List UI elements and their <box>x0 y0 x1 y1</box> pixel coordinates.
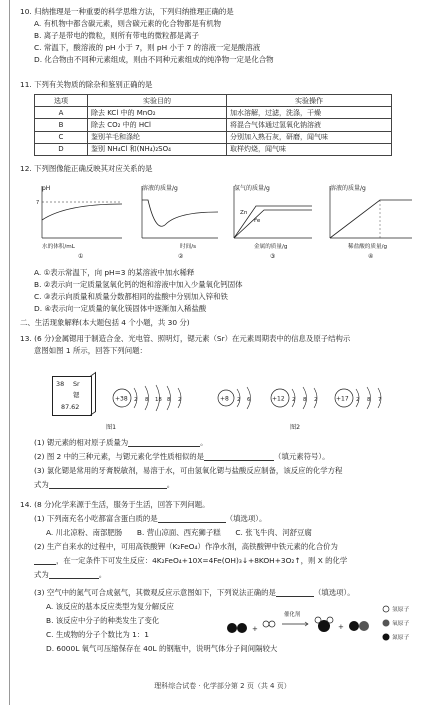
q13-stem-cont: 意图如图 1 所示，回答下列问题： <box>34 346 147 355</box>
q14-sub2-text: ，在一定条件下可发生反应：4K₂FeO₄+10X=4Fe(OH)₃↓+8KOH+3O₂↑，则 X 的化学 <box>56 556 348 565</box>
q13-sub2 <box>34 452 329 461</box>
answer-blank[interactable] <box>204 460 274 461</box>
reaction-condition: 催化剂 <box>284 612 301 618</box>
q12-graph-3 <box>226 180 318 260</box>
plus-sign: + <box>252 625 258 633</box>
table-cell: D <box>35 143 88 155</box>
q13-sub3-cont <box>34 480 174 489</box>
graph-curve <box>330 200 412 238</box>
graph-xlabel: 时间/s <box>180 244 196 250</box>
q12-graph-2 <box>134 180 224 260</box>
graph-number: ④ <box>368 253 374 260</box>
table-cell: 鉴别 NH₄Cl 和(NH₄)₂SO₄ <box>88 143 227 155</box>
atomic-number: 38 <box>56 380 65 388</box>
q13-sub1-text: (1) 锶元素的相对原子质量为 <box>34 438 129 447</box>
figure-2-caption: 图2 <box>290 424 301 431</box>
q11-stem: 11. 下列有关物质的除杂和鉴别正确的是 <box>20 80 153 89</box>
answer-blank[interactable] <box>276 596 314 597</box>
graph-ylabel: 溶液的质量/g <box>142 185 178 192</box>
q10-option-d: D. 化合物由不同种元素组成，则由不同种元素组成的纯净物一定是化合物 <box>34 55 274 64</box>
answer-blank[interactable] <box>34 564 56 565</box>
nucleus-charge: +8 <box>220 395 229 403</box>
shell-count: 2 <box>314 397 318 403</box>
graph-number: ① <box>78 253 84 260</box>
graph-mark: 7 <box>36 200 40 206</box>
atomic-mass: 87.62 <box>61 403 80 411</box>
q14-sub3-text: (3) 空气中的氮气可合成氨气，其微观反应示意图如下，下列说法正确的是 <box>34 588 276 597</box>
q14-sub3-option-c: C. 生成物的分子个数比为 1：1 <box>46 630 149 639</box>
q14-sub3-option-a: A. 该反应的基本反应类型为复分解反应 <box>46 602 174 611</box>
table-cell: 鉴别羊毛和涤纶 <box>88 131 227 143</box>
q10-option-c: C. 常温下，酸溶液的 pH 小于 7，则 pH 小于 7 的溶液一定是酸溶液 <box>34 43 261 52</box>
shell-count: 2 <box>134 397 138 403</box>
periodic-table-cell <box>52 376 92 416</box>
table-row <box>35 143 392 155</box>
q14-sub1-text: (1) 下列南充名小吃都富含蛋白质的是 <box>34 514 158 523</box>
table-cell: A <box>35 107 88 119</box>
graph-xlabel: 水的体积/mL <box>42 244 75 250</box>
q12-option-b: B. ②表示向一定质量氢氧化钙的饱和溶液中加入少量氧化钙固体 <box>34 280 243 289</box>
hydrogen-atom <box>327 617 333 623</box>
cell-side <box>90 372 96 416</box>
q13-sub3-text: 式为 <box>34 480 49 489</box>
graph-curve <box>42 204 122 220</box>
page-footer: 理科综合试卷 · 化学部分第 2 页（共 4 页） <box>154 682 291 690</box>
table-cell: 除去 KCl 中的 MnO₂ <box>88 107 227 119</box>
graph-xlabel: 金属的质量/g <box>254 244 288 250</box>
section-heading: 二、生活现象解释(本大题包括 4 个小题，共 30 分) <box>20 318 190 327</box>
table-row <box>35 131 392 143</box>
element-name: 锶 <box>73 391 80 399</box>
answer-blank[interactable] <box>49 488 167 489</box>
table-header: 实验目的 <box>88 95 227 107</box>
q13-sub1 <box>34 438 208 447</box>
table-row <box>35 119 392 131</box>
shell-count: 8 <box>145 397 149 403</box>
shell-count: 8 <box>303 397 307 403</box>
oxygen-atom-structure <box>216 380 268 416</box>
shell-count: 2 <box>356 397 360 403</box>
figure-1-caption: 图1 <box>106 424 117 431</box>
answer-blank[interactable] <box>49 578 99 579</box>
table-row <box>35 107 392 119</box>
nucleus-charge: +12 <box>272 395 285 403</box>
line-label: Zn <box>240 210 248 216</box>
table-header-row <box>35 95 392 107</box>
table-cell: 分别加入熟石灰，研磨，闻气味 <box>227 131 392 143</box>
q13-sub2-tail: （填元素符号）。 <box>274 452 330 461</box>
q14-sub3-option-b: B. 该反应中分子的种类发生了变化 <box>46 616 160 625</box>
nucleus-charge: +17 <box>336 395 349 403</box>
legend-oxygen-icon <box>383 620 390 627</box>
period: 。 <box>166 480 175 489</box>
shell-count: 2 <box>178 397 182 403</box>
q13-sub3: (3) 氯化锶是常用的牙膏脱敏剂，易溶于水，可由氢氧化锶与盐酸反应制备，该反应的化学方程 <box>34 466 343 475</box>
hydrogen-atom <box>315 617 321 623</box>
q14-sub3 <box>34 588 355 597</box>
graph-xlabel: 稀盐酸的质量/g <box>348 244 387 250</box>
shell-count: 8 <box>167 397 171 403</box>
nitrogen-atom <box>237 623 247 633</box>
table-cell: B <box>35 119 88 131</box>
q13-sub2-text: (2) 图 2 中的三种元素，与锶元素化学性质相似的是 <box>34 452 205 461</box>
nitrogen-atom <box>318 620 330 632</box>
q12-graph-4 <box>322 180 418 260</box>
hydrogen-atom <box>269 621 275 627</box>
q10-option-b: B. 离子是带电的微粒，则所有带电的微粒都是离子 <box>34 31 199 40</box>
legend-label: 氧原子 <box>392 621 410 627</box>
legend-nitrogen-icon <box>383 634 390 641</box>
answer-blank[interactable] <box>158 522 226 523</box>
q14-sub1-tail: （填选项）。 <box>225 514 267 523</box>
table-cell: 将混合气体通过氢氧化钠溶液 <box>227 119 392 131</box>
q14-sub1 <box>34 514 266 523</box>
q14-sub2-cont <box>34 556 347 565</box>
q12-graph-1 <box>36 180 126 260</box>
q14-sub2: (2) 生产自来水的过程中，可用高铁酸钾（K₂FeO₄）作净水剂，高铁酸钾中铁元素的化合价为 <box>34 542 338 551</box>
shell-count: 7 <box>378 397 382 403</box>
element-symbol: Sr <box>73 380 80 388</box>
legend-hydrogen-icon <box>383 606 389 612</box>
graph-ylabel: pH <box>42 185 51 192</box>
q12-option-a: A. ①表示常温下，向 pH=3 的某溶液中加水稀释 <box>34 268 195 277</box>
legend-label: 氮原子 <box>392 635 410 641</box>
q14-sub3-option-d: D. 6000L 氧气可压缩保存在 40L 的钢瓶中，说明气体分子间间隔较大 <box>46 644 278 653</box>
graph-number: ② <box>178 253 184 260</box>
shell-count: 8 <box>367 397 371 403</box>
q10-stem: 10. 归纳推理是一种重要的科学思维方法，下列归纳推理正确的是 <box>20 7 234 16</box>
hydrogen-atom <box>263 621 269 627</box>
table-cell: 加水溶解，过滤，洗涤，干燥 <box>227 107 392 119</box>
period: 。 <box>200 438 208 447</box>
nucleus-charge: +38 <box>115 395 128 403</box>
q14-sub2-formula <box>34 570 106 579</box>
shell-count: 2 <box>292 397 296 403</box>
q10-option-a: A. 有机物中都含碳元素，则含碳元素的化合物都是有机物 <box>34 19 222 28</box>
q14-sub3-tail: （填选项）。 <box>313 588 355 597</box>
q12-option-d: D. ④表示向一定质量的氧化镁固体中逐渐加入稀盐酸 <box>34 304 207 313</box>
answer-blank[interactable] <box>128 446 200 447</box>
q11-table <box>34 94 392 156</box>
nitrogen-atom <box>227 623 237 633</box>
line-label: Fe <box>254 218 261 224</box>
oxygen-atom <box>359 621 369 631</box>
graph-curve <box>142 200 218 226</box>
table-cell: C <box>35 131 88 143</box>
table-header: 选项 <box>35 95 88 107</box>
q14-stem: 14. (8 分)化学来源于生活，服务于生活，回答下列问题。 <box>20 500 210 509</box>
shell-count: 2 <box>237 397 241 403</box>
q14-sub1-options: A. 川北凉粉、南部肥肠 B. 营山凉面、西充狮子糕 C. 张飞牛肉、河舒豆腐 <box>46 528 312 537</box>
q13-stem: 13. (6 分)金属锶用于制造合金、光电管、照明灯，锶元素（Sr）在元素周期表中的信息及原子结构示 <box>20 334 351 343</box>
table-header: 实验操作 <box>227 95 392 107</box>
sr-atom-structure <box>112 380 188 416</box>
page-edge <box>9 0 10 705</box>
plus-sign: + <box>338 623 344 631</box>
table-cell: 取样灼烧，闻气味 <box>227 143 392 155</box>
chlorine-atom-structure <box>334 380 394 416</box>
oxygen-atom <box>349 621 359 631</box>
graph-ylabel: 溶液的质量/g <box>330 185 366 192</box>
graph-number: ③ <box>270 253 276 260</box>
graph-ylabel: 氢气的质量/g <box>234 185 270 192</box>
q12-option-c: C. ③表示向质量和质量分数都相同的盐酸中分别加入锌和铁 <box>34 292 228 301</box>
reaction-diagram <box>226 604 426 644</box>
shell-count: 6 <box>247 397 251 403</box>
shell-count: 18 <box>155 397 162 403</box>
q14-sub2-text: 式为 <box>34 570 49 579</box>
legend-label: 氢原子 <box>392 607 410 613</box>
period: 。 <box>98 570 107 579</box>
magnesium-atom-structure <box>270 380 330 416</box>
table-cell: 除去 CO₂ 中的 HCl <box>88 119 227 131</box>
q12-stem: 12. 下列图像能正确反映其对应关系的是 <box>20 164 153 173</box>
